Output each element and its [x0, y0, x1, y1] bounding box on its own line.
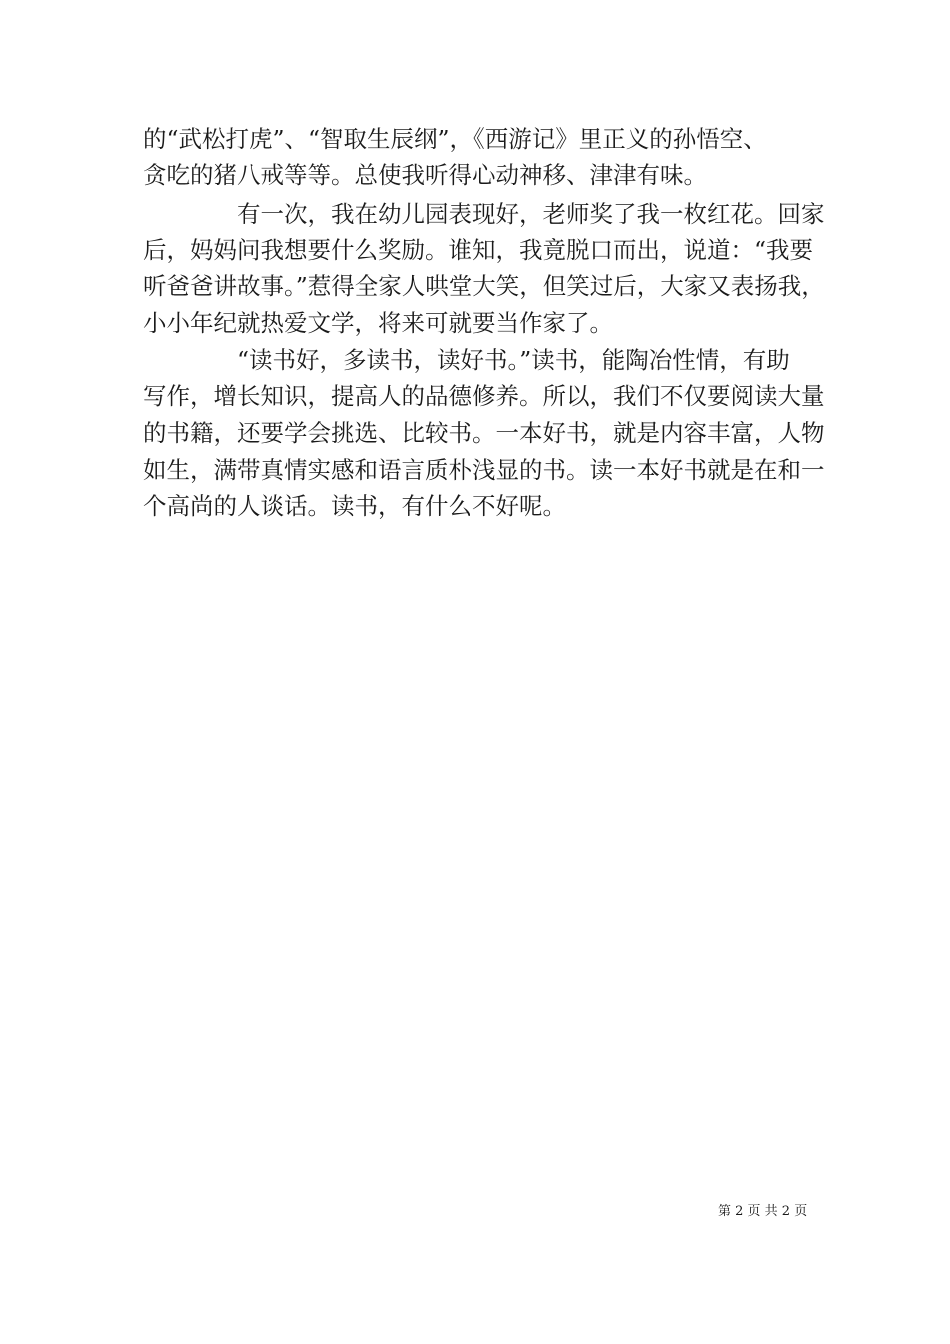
text-line: 听爸爸讲故事。”惹得全家人哄堂大笑，但笑过后，大家又表扬我， [143, 272, 825, 300]
text-line: 的“武松打虎”、“智取生辰纲”，《西游记》里正义的孙悟空、 [143, 125, 767, 153]
text-line: 个高尚的人谈话。读书，有什么不好呢。 [143, 492, 566, 520]
text-line: 后，妈妈问我想要什么奖励。谁知，我竟脱口而出，说道：“我要 [143, 236, 814, 264]
text-line: 小小年纪就热爱文学，将来可就要当作家了。 [143, 309, 613, 337]
text-line: 贪吃的猪八戒等等。总使我听得心动神移、津津有味。 [143, 161, 707, 189]
text-line: 有一次，我在幼儿园表现好，老师奖了我一枚红花。回家 [143, 200, 825, 228]
text-line: “读书好，多读书，读好书。”读书，能陶冶性情，有助 [143, 346, 790, 374]
text-line: 写作，增长知识，提高人的品德修养。所以，我们不仅要阅读大量 [143, 382, 825, 410]
text-line: 如生，满带真情实感和语言质朴浅显的书。读一本好书就是在和一 [143, 456, 825, 484]
page-footer: 第 2 页 共 2 页 [718, 1204, 808, 1219]
text-line: 的书籍，还要学会挑选、比较书。一本好书，就是内容丰富，人物 [143, 419, 825, 447]
